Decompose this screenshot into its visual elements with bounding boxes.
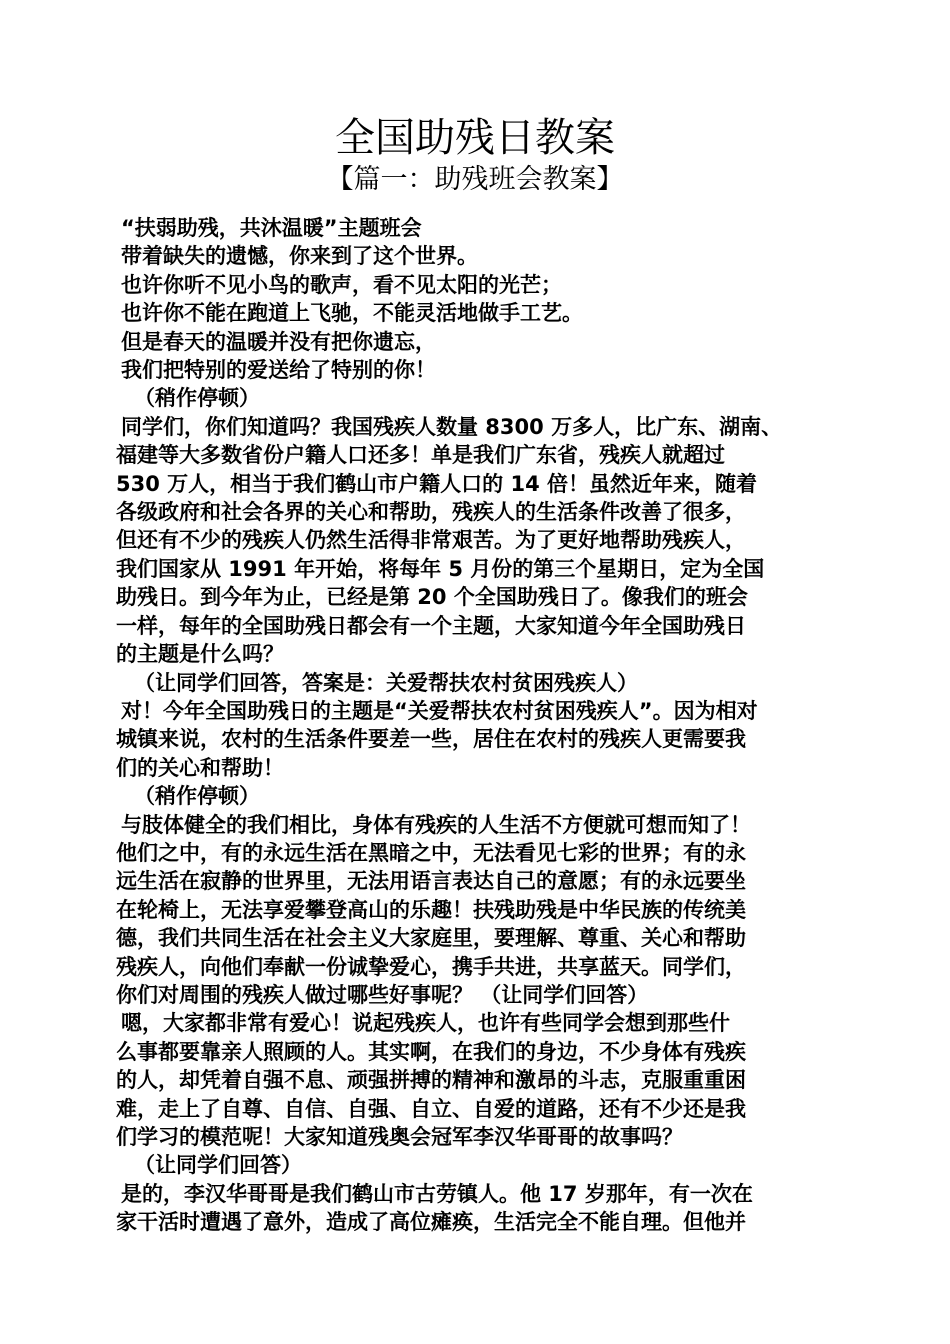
text-line: 带着缺失的遗憾，你来到了这个世界。 [121, 244, 478, 269]
text-line: 残疾人，向他们奉献一份诚挚爱心，携手共进，共享蓝天。同学们， [116, 954, 746, 979]
text-line: 们学习的模范呢！大家知道残奥会冠军李汉华哥哥的故事吗？ [116, 1125, 683, 1149]
text-line: 的主题是什么吗？ [116, 642, 284, 667]
text-line: 助残日。到今年为止，已经是第 20 个全国助残日了。像我们的班会 [116, 585, 748, 610]
text-line: 一样，每年的全国助残日都会有一个主题，大家知道今年全国助残日 [116, 613, 746, 638]
document-subtitle: 【篇一：助残班会教案】 [326, 164, 624, 195]
text-line: 但还有不少的残疾人仍然生活得非常艰苦。为了更好地帮助残疾人， [116, 528, 746, 553]
text-line: （稍作停顿） [134, 784, 260, 809]
text-line: 我们把特别的爱送给了特别的你！ [121, 358, 436, 383]
document-title: 全国助残日教案 [335, 115, 615, 161]
text-line: 德，我们共同生活在社会主义大家庭里，要理解、尊重、关心和帮助 [116, 926, 746, 951]
text-line: 你们对周围的残疾人做过哪些好事呢？ （让同学们回答） [116, 982, 649, 1007]
text-line: 与肢体健全的我们相比，身体有残疾的人生活不方便就可想而知了！ [121, 812, 751, 837]
text-line: 各级政府和社会各界的关心和帮助，残疾人的生活条件改善了很多， [116, 500, 746, 525]
text-line: 在轮椅上，无法享爱攀登高山的乐趣！扶残助残是中华民族的传统美 [116, 897, 746, 922]
text-line: 也许你听不见小鸟的歌声，看不见太阳的光芒； [121, 272, 562, 297]
text-line: 对！今年全国助残日的主题是“关爱帮扶农村贫困残疾人”。因为相对 [121, 698, 758, 723]
text-line: 的人，却凭着自强不息、顽强拼搏的精神和激昂的斗志，克服重重困 [116, 1068, 746, 1093]
text-line: 他们之中，有的永远生活在黑暗之中，无法看见七彩的世界；有的永 [116, 840, 746, 865]
text-line: 们的关心和帮助！ [116, 755, 284, 780]
text-line: 我们国家从 1991 年开始，将每年 5 月份的第三个星期日，定为全国 [116, 556, 765, 581]
document-body [116, 214, 838, 1237]
text-line: 远生活在寂静的世界里，无法用语言表达自己的意愿；有的永远要坐 [116, 869, 746, 894]
text-line: “扶弱助残，共沐温暖”主题班会 [121, 216, 422, 240]
text-line: 嗯，大家都非常有爱心！说起残疾人，也许有些同学会想到那些什 [121, 1011, 730, 1036]
text-line: 么事都要靠亲人照顾的人。其实啊，在我们的身边，不少身体有残疾 [116, 1039, 746, 1064]
text-line: （让同学们回答） [134, 1153, 302, 1178]
text-line: 是的，李汉华哥哥是我们鹤山市古劳镇人。他 17 岁那年，有一次在 [121, 1181, 753, 1206]
text-line: 但是春天的温暖并没有把你遗忘， [121, 329, 436, 354]
text-line: 同学们，你们知道吗？我国残疾人数量 8300 万多人，比广东、湖南、 [121, 414, 783, 439]
text-line: 城镇来说，农村的生活条件要差一些，居住在农村的残疾人更需要我 [116, 727, 746, 752]
text-line: 530 万人，相当于我们鹤山市户籍人口的 14 倍！虽然近年来，随着 [116, 471, 757, 496]
text-line: 福建等大多数省份户籍人口还多！单是我们广东省，残疾人就超过 [116, 443, 725, 468]
text-line: 难，走上了自尊、自信、自强、自立、自爱的道路，还有不少还是我 [116, 1096, 746, 1121]
text-line: （稍作停顿） [134, 386, 260, 411]
text-line: 家干活时遭遇了意外，造成了高位瘫痪，生活完全不能自理。但他并 [116, 1210, 746, 1235]
text-line: 也许你不能在跑道上飞驰，不能灵活地做手工艺。 [121, 301, 583, 326]
text-line: （让同学们回答，答案是：关爱帮扶农村贫困残疾人） [134, 670, 638, 695]
